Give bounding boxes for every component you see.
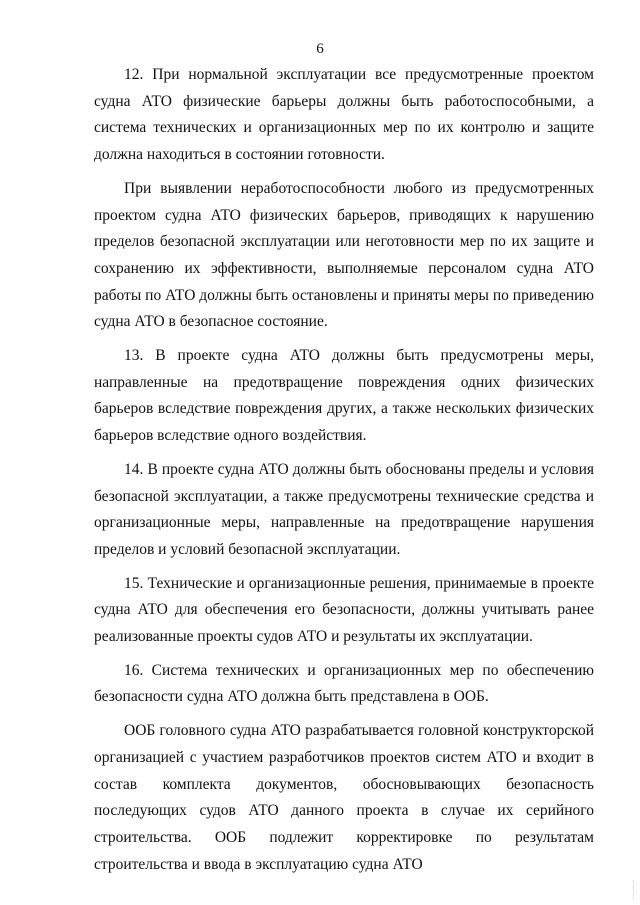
- paragraph-16-continuation: ООБ головного судна АТО разрабатывается головной конструкторской организацией с участием разработчиков проектов систем АТО и входит в состав комплекта документов, обосновывающих безопасность последующих судов АТО данного проекта в случае их серийного строительства. ООБ подлежит корректировке по результатам строительства и ввода в эксплуатацию судна АТО: [94, 722, 594, 873]
- paragraph-12-continuation: При выявлении неработоспособности любого из предусмотренных проектом судна АТО физических барьеров, приводящих к нарушению пределов безопасной эксплуатации или неготовности мер по их защите и сохранению их эффективности, выполняемые персоналом судна АТО работы по АТО должны быть остановлены и приняты меры по приведению судна АТО в безопасное состояние.: [94, 179, 594, 331]
- paragraph-13: 13. В проекте судна АТО должны быть предусмотрены меры, направленные на предотвращение повреждения одних физических барьеров вследствие повреждения других, а также нескольких физических барьеров вследствие одного воздействия.: [94, 347, 594, 445]
- paragraph-16: 16. Система технических и организационных мер по обеспечению безопасности судна АТО должна быть представлена в ООБ.: [94, 661, 594, 706]
- page-number: 6: [316, 41, 324, 57]
- document-body: [94, 62, 594, 878]
- scan-edge-mark: [631, 880, 634, 900]
- paragraph-14: 14. В проекте судна АТО должны быть обоснованы пределы и условия безопасной эксплуатации, а также предусмотрены технические средства и организационные меры, направленные на предотвращение нарушения пределов и условий безопасной эксплуатации.: [94, 460, 594, 558]
- paragraph-15: 15. Технические и организационные решения, принимаемые в проекте судна АТО для обеспечения его безопасности, должны учитывать ранее реализованные проекты судов АТО и результаты их эксплуатации.: [94, 574, 594, 646]
- paragraph-12: 12. При нормальной эксплуатации все предусмотренные проектом судна АТО физические барьеры должны быть работоспособными, а система технических и организационных мер по их контролю и защите должна находиться в состоянии готовности.: [94, 66, 594, 164]
